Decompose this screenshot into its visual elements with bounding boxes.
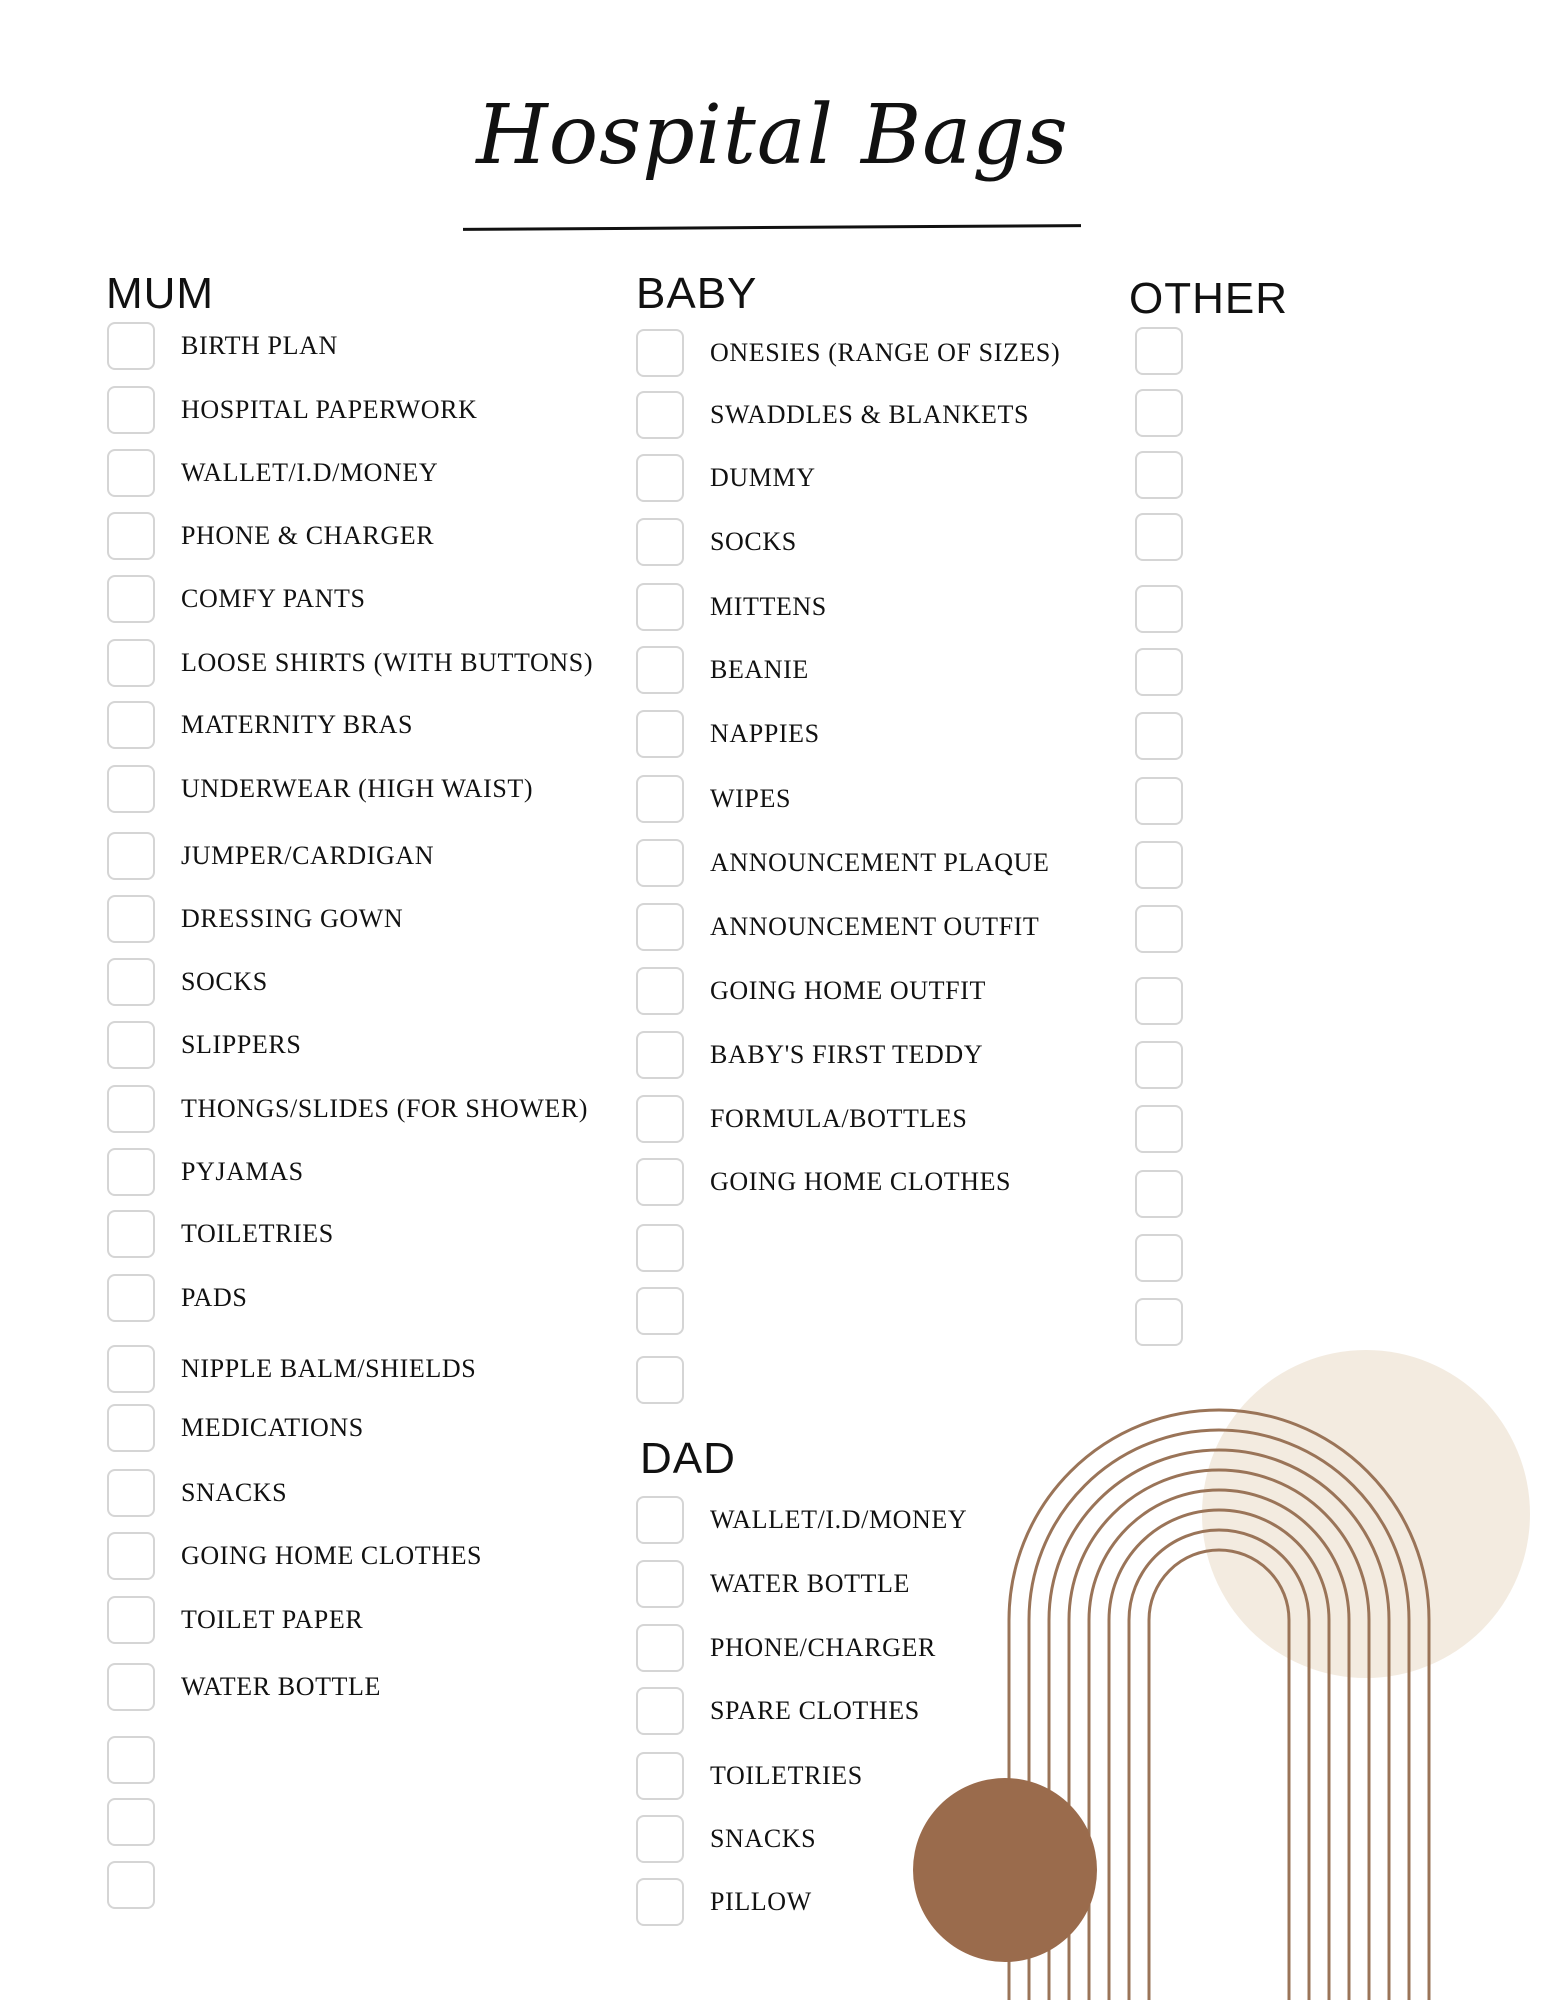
item-label: MITTENS bbox=[710, 592, 827, 621]
item-label: TOILETRIES bbox=[710, 1761, 863, 1790]
item-label: WIPES bbox=[710, 784, 791, 813]
checkbox[interactable] bbox=[107, 832, 155, 880]
checkbox[interactable] bbox=[107, 386, 155, 434]
item-label: SOCKS bbox=[710, 527, 797, 556]
item-label: ONESIES (RANGE OF SIZES) bbox=[710, 338, 1061, 367]
checkbox[interactable] bbox=[107, 1532, 155, 1580]
checkbox[interactable] bbox=[636, 1158, 684, 1206]
item-label: PYJAMAS bbox=[181, 1157, 304, 1186]
item-label: TOILETRIES bbox=[181, 1219, 334, 1248]
item-label: NAPPIES bbox=[710, 719, 820, 748]
checkbox[interactable] bbox=[636, 839, 684, 887]
item-label: SLIPPERS bbox=[181, 1030, 302, 1059]
checkbox[interactable] bbox=[107, 1736, 155, 1784]
item-label: PHONE/CHARGER bbox=[710, 1633, 936, 1662]
checkbox[interactable] bbox=[107, 1663, 155, 1711]
item-label: SPARE CLOTHES bbox=[710, 1696, 920, 1725]
item-label: BABY'S FIRST TEDDY bbox=[710, 1040, 984, 1069]
item-label: BEANIE bbox=[710, 655, 809, 684]
checkbox[interactable] bbox=[107, 1404, 155, 1452]
item-label: LOOSE SHIRTS (WITH BUTTONS) bbox=[181, 648, 594, 677]
checkbox[interactable] bbox=[1135, 451, 1183, 499]
item-label: SNACKS bbox=[710, 1824, 817, 1853]
checkbox[interactable] bbox=[1135, 1170, 1183, 1218]
item-label: DUMMY bbox=[710, 463, 816, 492]
checkbox[interactable] bbox=[107, 701, 155, 749]
checkbox[interactable] bbox=[1135, 712, 1183, 760]
item-label: WALLET/I.D/MONEY bbox=[181, 458, 439, 487]
checkbox[interactable] bbox=[636, 1687, 684, 1735]
checkbox[interactable] bbox=[636, 646, 684, 694]
item-label: SWADDLES & BLANKETS bbox=[710, 400, 1030, 429]
item-label: WATER BOTTLE bbox=[710, 1569, 911, 1598]
item-label: PHONE & CHARGER bbox=[181, 521, 435, 550]
checkbox[interactable] bbox=[636, 329, 684, 377]
checkbox[interactable] bbox=[107, 1148, 155, 1196]
item-label: TOILET PAPER bbox=[181, 1605, 364, 1634]
checkbox[interactable] bbox=[636, 775, 684, 823]
checkbox[interactable] bbox=[1135, 585, 1183, 633]
checkbox[interactable] bbox=[636, 391, 684, 439]
section-heading-dad: DAD bbox=[640, 1434, 736, 1483]
item-label: HOSPITAL PAPERWORK bbox=[181, 395, 478, 424]
item-label: NIPPLE BALM/SHIELDS bbox=[181, 1354, 477, 1383]
item-label: WALLET/I.D/MONEY bbox=[710, 1505, 968, 1534]
checkbox[interactable] bbox=[1135, 777, 1183, 825]
item-label: PILLOW bbox=[710, 1887, 812, 1916]
checkbox[interactable] bbox=[107, 1021, 155, 1069]
checkbox[interactable] bbox=[636, 710, 684, 758]
checkbox[interactable] bbox=[636, 1496, 684, 1544]
item-label: PADS bbox=[181, 1283, 248, 1312]
checkbox[interactable] bbox=[636, 1095, 684, 1143]
checkbox[interactable] bbox=[1135, 841, 1183, 889]
checkbox[interactable] bbox=[636, 1560, 684, 1608]
item-label: GOING HOME CLOTHES bbox=[710, 1167, 1012, 1196]
checkbox[interactable] bbox=[636, 518, 684, 566]
checkbox[interactable] bbox=[107, 512, 155, 560]
checkbox[interactable] bbox=[636, 1287, 684, 1335]
item-label: THONGS/SLIDES (FOR SHOWER) bbox=[181, 1094, 589, 1123]
item-label: FORMULA/BOTTLES bbox=[710, 1104, 968, 1133]
checkbox[interactable] bbox=[107, 1085, 155, 1133]
checkbox[interactable] bbox=[1135, 513, 1183, 561]
item-label: UNDERWEAR (HIGH WAIST) bbox=[181, 774, 534, 803]
checkbox[interactable] bbox=[107, 1798, 155, 1846]
checkbox[interactable] bbox=[107, 1469, 155, 1517]
checkbox[interactable] bbox=[1135, 648, 1183, 696]
item-label: GOING HOME OUTFIT bbox=[710, 976, 986, 1005]
checkbox[interactable] bbox=[1135, 1041, 1183, 1089]
item-label: MATERNITY BRAS bbox=[181, 710, 414, 739]
checkbox[interactable] bbox=[107, 765, 155, 813]
checkbox[interactable] bbox=[1135, 1105, 1183, 1153]
checkbox[interactable] bbox=[107, 1274, 155, 1322]
item-label: SNACKS bbox=[181, 1478, 288, 1507]
checkbox[interactable] bbox=[1135, 1298, 1183, 1346]
item-label: COMFY PANTS bbox=[181, 584, 366, 613]
checkbox[interactable] bbox=[107, 1596, 155, 1644]
checkbox[interactable] bbox=[636, 1356, 684, 1404]
item-label: DRESSING GOWN bbox=[181, 904, 404, 933]
item-label: GOING HOME CLOTHES bbox=[181, 1541, 483, 1570]
item-label: ANNOUNCEMENT OUTFIT bbox=[710, 912, 1040, 941]
checkbox[interactable] bbox=[1135, 389, 1183, 437]
checkbox[interactable] bbox=[636, 1878, 684, 1926]
checkbox[interactable] bbox=[636, 1624, 684, 1672]
checkbox[interactable] bbox=[636, 1815, 684, 1863]
item-label: JUMPER/CARDIGAN bbox=[181, 841, 435, 870]
checkbox[interactable] bbox=[107, 639, 155, 687]
section-heading-baby: BABY bbox=[636, 269, 758, 318]
checkbox[interactable] bbox=[636, 903, 684, 951]
brown-circle-decoration bbox=[913, 1778, 1097, 1962]
checkbox[interactable] bbox=[636, 1224, 684, 1272]
checkbox[interactable] bbox=[107, 575, 155, 623]
page-title: Hospital Bags bbox=[476, 88, 1069, 183]
item-label: MEDICATIONS bbox=[181, 1413, 364, 1442]
checkbox[interactable] bbox=[1135, 905, 1183, 953]
checkbox[interactable] bbox=[107, 449, 155, 497]
item-label: ANNOUNCEMENT PLAQUE bbox=[710, 848, 1050, 877]
checkbox[interactable] bbox=[1135, 977, 1183, 1025]
checkbox[interactable] bbox=[107, 1210, 155, 1258]
checkbox[interactable] bbox=[1135, 327, 1183, 375]
item-label: SOCKS bbox=[181, 967, 268, 996]
checkbox[interactable] bbox=[107, 895, 155, 943]
item-label: BIRTH PLAN bbox=[181, 331, 338, 360]
item-label: WATER BOTTLE bbox=[181, 1672, 382, 1701]
checkbox[interactable] bbox=[636, 1752, 684, 1800]
checkbox[interactable] bbox=[636, 967, 684, 1015]
checkbox[interactable] bbox=[107, 322, 155, 370]
checkbox[interactable] bbox=[636, 1031, 684, 1079]
checkbox[interactable] bbox=[107, 1345, 155, 1393]
checkbox[interactable] bbox=[636, 583, 684, 631]
section-heading-other: OTHER bbox=[1129, 274, 1288, 323]
checkbox[interactable] bbox=[107, 1861, 155, 1909]
checkbox[interactable] bbox=[107, 958, 155, 1006]
section-heading-mum: MUM bbox=[106, 269, 215, 318]
checkbox[interactable] bbox=[636, 454, 684, 502]
checkbox[interactable] bbox=[1135, 1234, 1183, 1282]
